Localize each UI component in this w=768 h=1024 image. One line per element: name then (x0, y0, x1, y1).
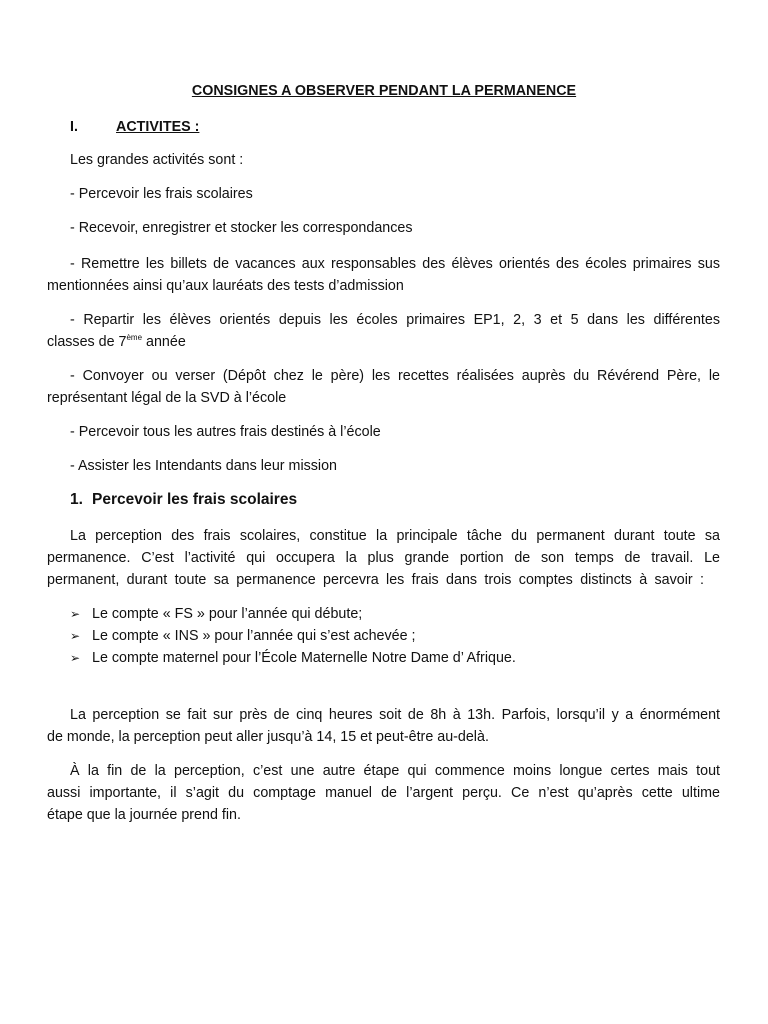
subsection-heading-frais (70, 489, 297, 511)
para1-line-1: La perception des frais scolaires, constitue la principale tâche du permanent durant toute sa (70, 528, 720, 544)
arrow-bullet-icon: ➢ (70, 629, 81, 643)
activity-4-line-2 (47, 331, 720, 353)
para1-line-2: permanence. C’est l’activité qui occupera la plus grande portion de son temps de travail. Le (47, 550, 720, 566)
arrow-bullet-icon: ➢ (70, 651, 81, 665)
subsection-label: Percevoir les frais scolaires (92, 491, 298, 508)
activity-2: - Recevoir, enregistrer et stocker les correspondances (70, 220, 413, 236)
intro-text: Les grandes activités sont : (70, 152, 244, 168)
para3-line-3: étape que la journée prend fin. (47, 807, 241, 823)
bullet-item (70, 625, 415, 647)
activity-3-line-1: - Remettre les billets de vacances aux responsables des élèves orientés des écoles primaires sus (70, 256, 720, 272)
subsection-number: 1. (70, 491, 83, 508)
activity-4-pre: classes de 7 (47, 334, 127, 350)
activity-7: - Assister les Intendants dans leur mission (70, 458, 337, 474)
para3-line-2: aussi importante, il s’agit du comptage manuel de l’argent perçu. Ce n’est qu’après cette ultime (47, 785, 720, 801)
bullet-text: Le compte maternel pour l’École Maternelle Notre Dame d’ Afrique. (92, 650, 516, 666)
section-label: ACTIVITES : (116, 119, 200, 135)
para2-line-2: de monde, la perception peut aller jusqu’à 14, 15 et peut-être au-delà. (47, 729, 489, 745)
para3-line-1: À la fin de la perception, c’est une autre étape qui commence moins longue certes mais tout (70, 763, 720, 779)
para1-line-3: permanent, durant toute sa permanence percevra les frais dans trois comptes distincts à savoir : (47, 572, 704, 588)
bullet-text: Le compte « INS » pour l’année qui s’est achevée ; (92, 628, 416, 644)
activity-5-line-2: représentant légal de la SVD à l’école (47, 390, 287, 406)
section-number: I. (70, 119, 78, 135)
activity-3-line-2: mentionnées ainsi qu’aux lauréats des tests d’admission (47, 278, 404, 294)
activity-1: - Percevoir les frais scolaires (70, 186, 253, 202)
bullet-item (70, 603, 362, 625)
activity-6: - Percevoir tous les autres frais destinés à l’école (70, 424, 381, 440)
activity-4-superscript: ème (126, 333, 143, 343)
bullet-text: Le compte « FS » pour l’année qui débute; (92, 606, 363, 622)
para2-line-1: La perception se fait sur près de cinq heures soit de 8h à 13h. Parfois, lorsqu’il y a énormément (70, 707, 720, 723)
document-title: CONSIGNES A OBSERVER PENDANT LA PERMANENCE (191, 83, 577, 99)
activity-4-line-1: - Repartir les élèves orientés depuis les écoles primaires EP1, 2, 3 et 5 dans les différentes (70, 312, 720, 328)
bullet-item (70, 647, 516, 669)
activity-4-post: année (142, 334, 186, 350)
activity-5-line-1: - Convoyer ou verser (Dépôt chez le père) les recettes réalisées auprès du Révérend Père, le (70, 368, 720, 384)
section-heading-activites (70, 116, 199, 138)
arrow-bullet-icon: ➢ (70, 607, 81, 621)
